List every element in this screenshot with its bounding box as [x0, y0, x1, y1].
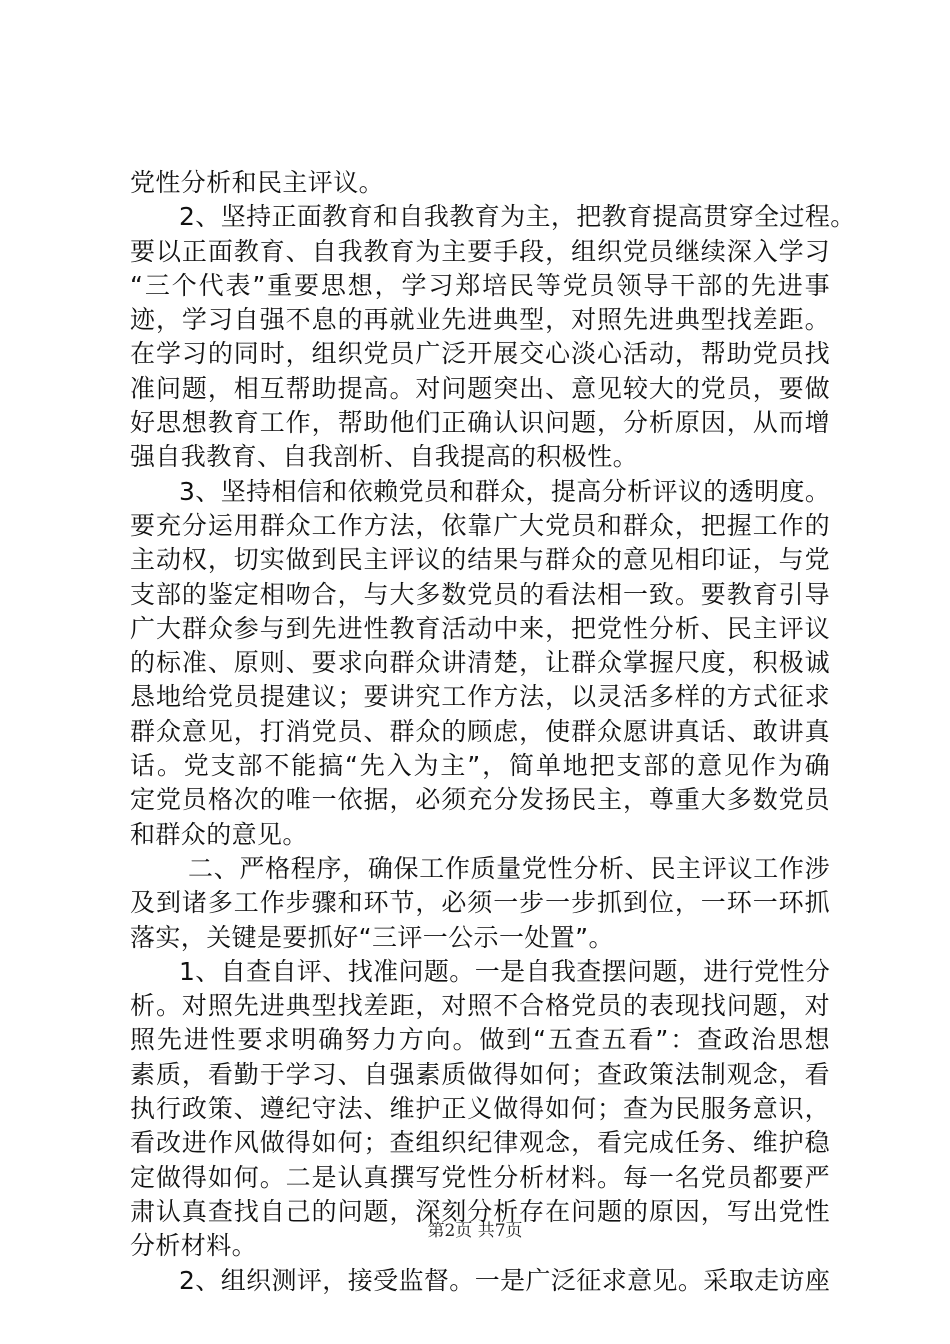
- paragraph-line: 要以正面教育、自我教育为主要手段，组织党员继续深入学习: [130, 236, 830, 266]
- paragraph-line: 析。对照先进典型找差距，对照不合格党员的表现找问题，对: [130, 991, 830, 1021]
- paragraph-line: 要充分运用群众工作方法，依靠广大党员和群众，把握工作的: [130, 510, 830, 540]
- paragraph-line: 肃认真查找自己的问题，深刻分析存在问题的原因，写出党性: [130, 1196, 830, 1226]
- paragraph-line: 党性分析和民主评议。: [130, 168, 385, 197]
- section-heading-line: 二、严格程序，确保工作质量党性分析、民主评议工作涉: [188, 853, 830, 883]
- paragraph-line: 的标准、原则、要求向群众讲清楚，让群众掌握尺度，积极诚: [130, 648, 830, 678]
- paragraph-line: 分析材料。: [130, 1231, 258, 1261]
- paragraph-line: 看改进作风做得如何；查组织纪律观念，看完成任务、维护稳: [130, 1128, 830, 1158]
- paragraph-line: 2、组织测评，接受监督。一是广泛征求意见。采取走访座: [179, 1265, 831, 1295]
- paragraph-line: 定党员格次的唯一依据，必须充分发扬民主，尊重大多数党员: [130, 785, 830, 815]
- page-footer: [0, 1216, 950, 1241]
- paragraph-line: 及到诸多工作步骤和环节，必须一步一步抓到位，一环一环抓: [130, 888, 830, 918]
- paragraph-line: 和群众的意见。: [130, 819, 308, 849]
- paragraph-line: 支部的鉴定相吻合，与大多数党员的看法相一致。要教育引导: [130, 579, 830, 609]
- paragraph-line: 迹，学习自强不息的再就业先进典型，对照先进典型找差距。: [130, 305, 830, 335]
- paragraph-line: 话。党支部不能搞“先入为主”，简单地把支部的意见作为确: [130, 751, 830, 781]
- paragraph-line: 在学习的同时，组织党员广泛开展交心淡心活动，帮助党员找: [130, 339, 830, 369]
- page-number-label: 第2页 共7页: [427, 1221, 523, 1241]
- paragraph-line: 素质，看勤于学习、自强素质做得如何；查政策法制观念，看: [130, 1059, 830, 1089]
- paragraph-line: 定做得如何。二是认真撰写党性分析材料。每一名党员都要严: [130, 1162, 830, 1192]
- paragraph-line: 照先进性要求明确努力方向。做到“五查五看”：查政治思想: [130, 1025, 830, 1055]
- paragraph-line: 2、坚持正面教育和自我教育为主，把教育提高贯穿全过程。: [179, 202, 856, 232]
- document-body: [130, 166, 856, 1298]
- paragraph-line: “三个代表”重要思想，学习郑培民等党员领导干部的先进事: [130, 270, 830, 300]
- paragraph-line: 广大群众参与到先进性教育活动中来，把党性分析、民主评议: [130, 613, 830, 643]
- paragraph-line: 好思想教育工作，帮助他们正确认识问题，分析原因，从而增: [130, 408, 830, 438]
- paragraph-line: 执行政策、遵纪守法、维护正义做得如何；查为民服务意识，: [130, 1094, 830, 1124]
- paragraph-line: 准问题，相互帮助提高。对问题突出、意见较大的党员，要做: [130, 373, 830, 403]
- paragraph-line: 群众意见，打消党员、群众的顾虑，使群众愿讲真话、敢讲真: [130, 716, 830, 746]
- paragraph-line: 3、坚持相信和依赖党员和群众，提高分析评议的透明度。: [179, 476, 831, 506]
- paragraph-line: 恳地给党员提建议；要讲究工作方法，以灵活多样的方式征求: [130, 682, 830, 712]
- paragraph-line: 落实，关键是要抓好“三评一公示一处置”。: [130, 922, 614, 952]
- paragraph-line: 强自我教育、自我剖析、自我提高的积极性。: [130, 442, 639, 472]
- paragraph-line: 1、自查自评、找准问题。一是自我查摆问题，进行党性分: [179, 956, 831, 986]
- paragraph-line: 主动权，切实做到民主评议的结果与群众的意见相印证，与党: [130, 545, 830, 575]
